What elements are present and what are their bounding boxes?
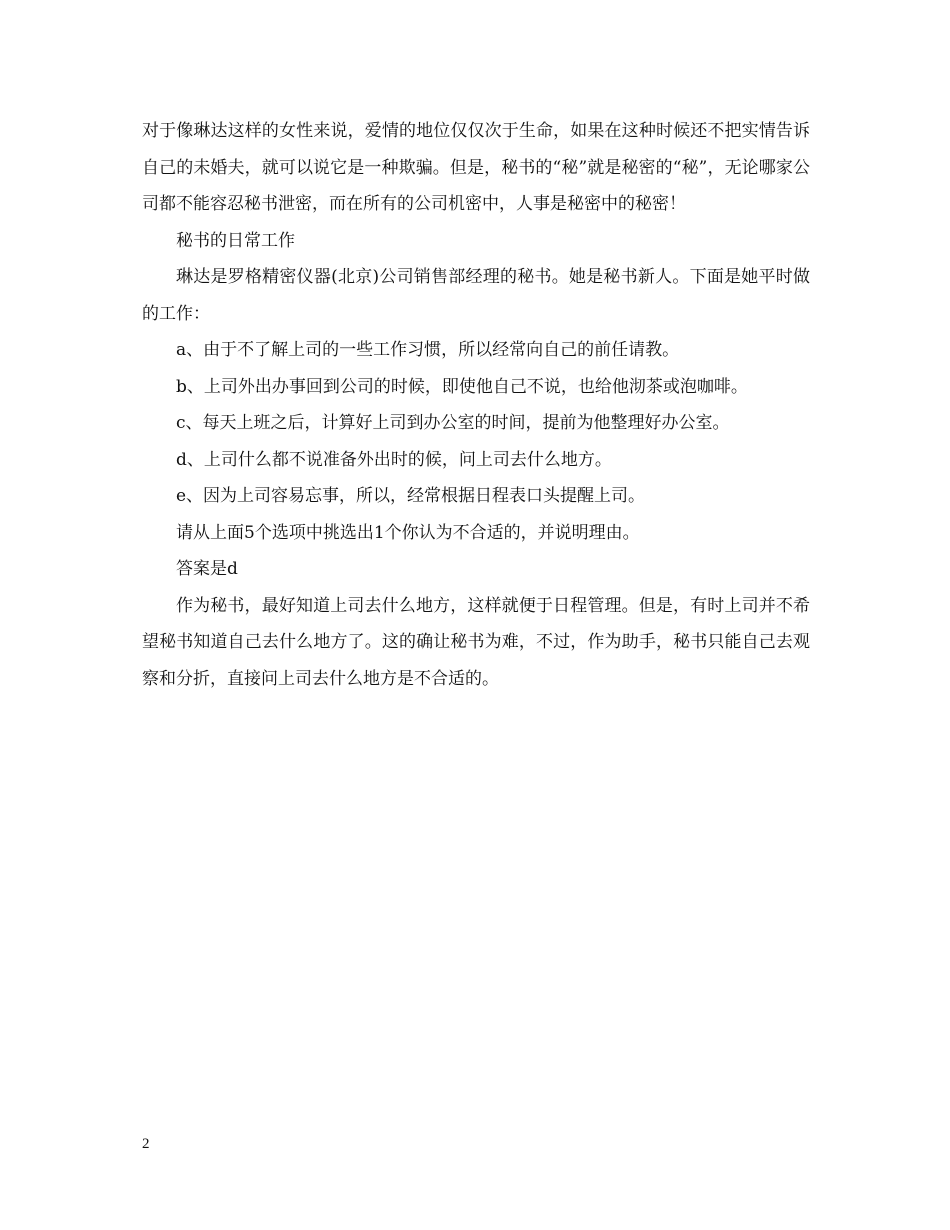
paragraph-linda-description: 琳达是罗格精密仪器(北京)公司销售部经理的秘书。她是秘书新人。下面是她平时做的工作： bbox=[142, 267, 810, 324]
answer-explanation: 作为秘书，最好知道上司去什么地方，这样就便于日程管理。但是，有时上司并不希望秘书知道自己去什么地方了。这的确让秘书为难，不过，作为助手，秘书只能自己去观察和分折，直接问上司去什么地方是不合适的。 bbox=[142, 595, 810, 689]
document-body bbox=[142, 113, 810, 697]
paragraph-intro-continuation: 对于像琳达这样的女性来说，爱情的地位仅仅次于生命，如果在这种时候还不把实情告诉自己的未婚夫，就可以说它是一种欺骗。但是，秘书的“秘”就是秘密的“秘”，无论哪家公司都不能容忍秘书泄密，而在所有的公司机密中，人事是秘密中的秘密！ bbox=[142, 121, 810, 214]
page-number: 2 bbox=[142, 1136, 150, 1152]
question-prompt: 请从上面5个选项中挑选出1个你认为不合适的，并说明理由。 bbox=[176, 522, 640, 543]
option-a: a、由于不了解上司的一些工作习惯，所以经常向自己的前任请教。 bbox=[176, 340, 680, 360]
section-heading-daily-work: 秘书的日常工作 bbox=[176, 230, 295, 251]
option-b: b、上司外出办事回到公司的时候，即使他自己不说，也给他沏茶或泡咖啡。 bbox=[176, 376, 748, 397]
option-e: e、因为上司容易忘事，所以，经常根据日程表口头提醒上司。 bbox=[176, 486, 646, 506]
option-c: c、每天上班之后，计算好上司到办公室的时间，提前为他整理好办公室。 bbox=[176, 413, 730, 433]
option-d: d、上司什么都不说准备外出时的候，问上司去什么地方。 bbox=[176, 449, 612, 470]
answer-line: 答案是d bbox=[176, 559, 238, 579]
